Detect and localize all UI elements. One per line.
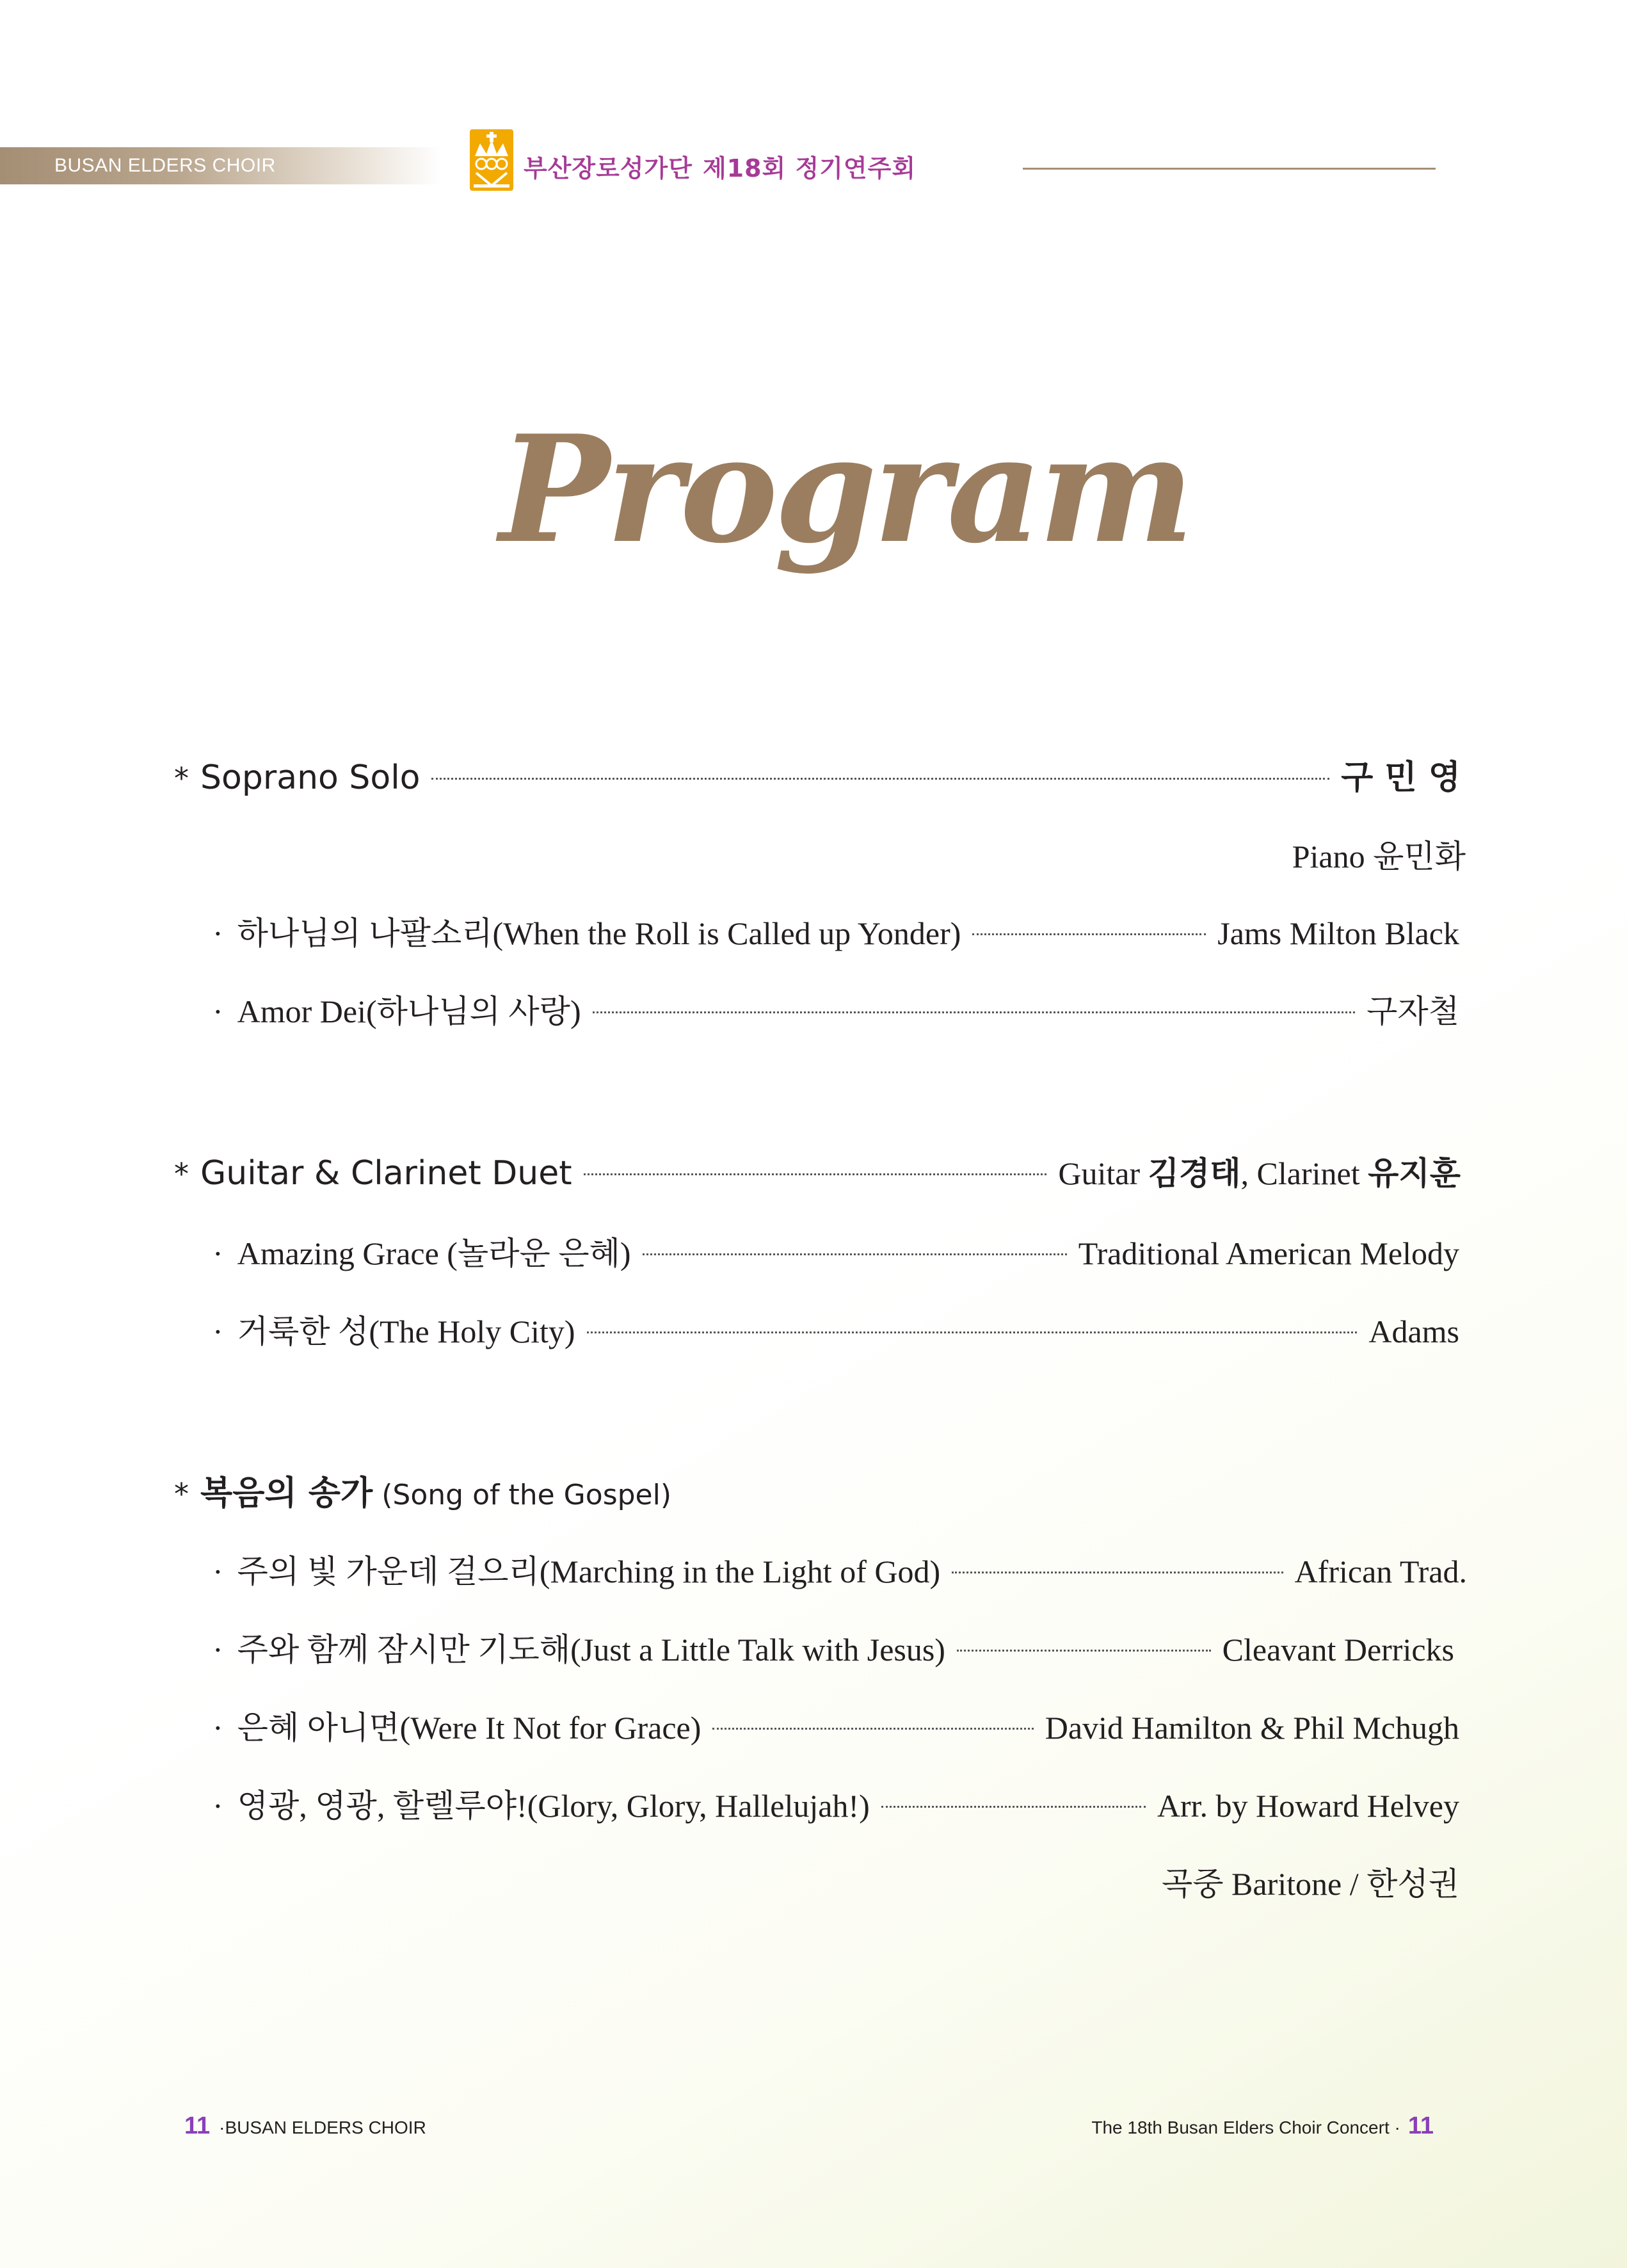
section-performers — [1058, 1148, 1461, 1194]
header-concert-title — [524, 149, 916, 184]
footer-right — [1082, 2112, 1434, 2140]
item-composer: Traditional American Melody — [1078, 1235, 1459, 1271]
section-note: 곡중 Baritone / 한성권 — [1161, 1866, 1459, 1902]
section-performer: 구 민 영 — [1341, 759, 1461, 797]
item-composer: David Hamilton & Phil Mchugh — [1045, 1710, 1459, 1746]
item-composer: Arr. by Howard Helvey — [1157, 1788, 1459, 1824]
dot-leader — [952, 1572, 1283, 1573]
page-number: 11 — [1407, 2112, 1434, 2139]
item-title: 주와 함께 잠시만 기도해(Just a Little Talk with Jesus) — [237, 1632, 945, 1668]
section-star-icon: * — [174, 1157, 189, 1191]
section-title: Soprano Solo — [200, 759, 421, 797]
dot-leader — [431, 778, 1329, 780]
item-composer: African Trad. — [1294, 1554, 1467, 1589]
section-song-of-the-gospel — [174, 1466, 671, 1514]
bullet-dot-icon: · — [212, 1632, 223, 1668]
dot-leader — [593, 1011, 1355, 1013]
section-title: Guitar & Clarinet Duet — [200, 1154, 572, 1193]
footer-left-text: ·BUSAN ELDERS CHOIR — [219, 2118, 426, 2137]
dot-leader — [957, 1650, 1211, 1652]
section-star-icon: * — [174, 1477, 189, 1511]
dot-leader — [643, 1253, 1067, 1255]
program-item — [212, 1780, 1459, 1826]
item-composer: 구자철 — [1367, 993, 1459, 1029]
footer-right-text: The 18th Busan Elders Choir Concert · — [1091, 2118, 1400, 2137]
dot-leader — [584, 1173, 1047, 1175]
performer-name: 김경태 — [1148, 1155, 1241, 1192]
program-item — [212, 986, 1459, 1032]
program-item — [212, 1624, 1454, 1670]
bullet-dot-icon: · — [212, 1235, 223, 1271]
performer-name: 유지훈 — [1368, 1155, 1461, 1192]
bullet-dot-icon: · — [212, 993, 223, 1029]
bullet-dot-icon: · — [212, 1788, 223, 1824]
program-item — [212, 1228, 1459, 1274]
item-composer: Cleavant Derricks — [1222, 1632, 1454, 1668]
program-item — [212, 1702, 1459, 1748]
bullet-dot-icon: · — [212, 915, 223, 951]
item-composer: Jams Milton Black — [1217, 915, 1459, 951]
section-title-en: (Song of the Gospel) — [381, 1479, 672, 1511]
footer-left — [184, 2112, 426, 2140]
item-title: 거룩한 성(The Holy City) — [237, 1314, 575, 1349]
item-title: 영광, 영광, 할렐루야!(Glory, Glory, Hallelujah!) — [237, 1788, 870, 1824]
concert-number: 제18회 정기연주회 — [702, 154, 917, 182]
dot-leader — [587, 1331, 1358, 1333]
instrument-label: Guitar — [1058, 1155, 1148, 1191]
program-item — [212, 1546, 1467, 1592]
page-title: Program — [499, 403, 1190, 576]
bullet-dot-icon: · — [212, 1710, 223, 1746]
section-star-icon: * — [174, 761, 189, 796]
item-title: 주의 빛 가운데 걸으리(Marching in the Light of God) — [237, 1554, 941, 1589]
choir-crown-logo-icon — [469, 128, 515, 192]
program-item — [212, 1306, 1459, 1352]
section-soprano-solo — [174, 750, 1461, 798]
item-title: 은혜 아니면(Were It Not for Grace) — [237, 1710, 701, 1746]
item-composer: Adams — [1368, 1314, 1459, 1349]
dot-leader — [972, 933, 1206, 935]
header-band — [0, 147, 442, 184]
item-title: Amor Dei(하나님의 사랑) — [237, 993, 581, 1029]
bullet-dot-icon: · — [212, 1554, 223, 1589]
dot-leader — [712, 1728, 1033, 1730]
program-item — [212, 908, 1459, 954]
section-title-ko: 복음의 송가 — [200, 1474, 373, 1513]
item-title: 하나님의 나팔소리(When the Roll is Called up Yonder) — [237, 915, 961, 951]
section-guitar-clarinet-duet — [174, 1148, 1461, 1194]
bullet-dot-icon: · — [212, 1314, 223, 1349]
header-band-label: BUSAN ELDERS CHOIR — [54, 155, 276, 176]
accompanist: Piano 윤민화 — [1292, 839, 1466, 874]
instrument-label: , Clarinet — [1240, 1155, 1368, 1191]
header-rule — [1023, 168, 1436, 170]
item-title: Amazing Grace (놀라운 은혜) — [237, 1235, 631, 1271]
page-number: 11 — [184, 2112, 211, 2139]
dot-leader — [881, 1806, 1146, 1808]
choir-name: 부산장로성가단 — [524, 154, 693, 182]
